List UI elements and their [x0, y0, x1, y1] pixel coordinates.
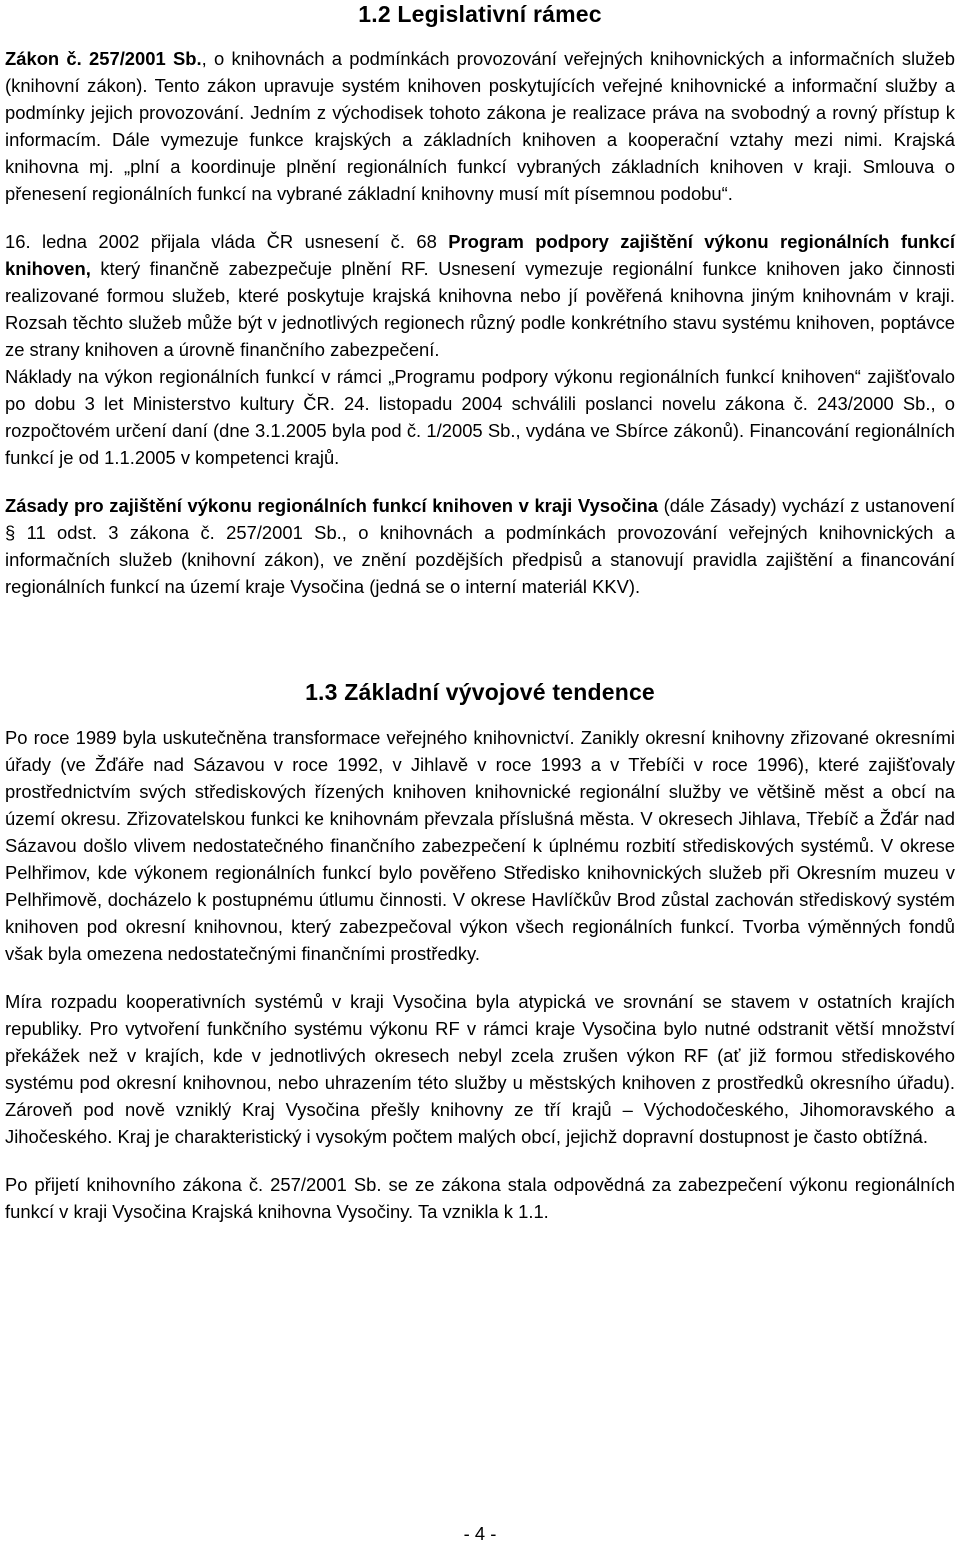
principles-text: (dále Zásady) vychází z ustanovení § 11 odst. 3 zákona č. 257/2001 Sb., o knihovnách a podmínkách provozování veřejných knihovnických a informačních služeb (knihovní zákon), ve znění pozdějších předpisů a stanovují pravidla zajištění a financování regionálních funkcí na území kraje Vysočina (jedná se o interní materiál KKV). — [5, 495, 955, 597]
paragraph-library-act — [5, 45, 955, 207]
resolution-intro: 16. ledna 2002 přijala vláda ČR usnesení č. 68 — [5, 231, 449, 252]
paragraph-government-resolution — [5, 228, 955, 363]
paragraph-cooperative-systems: Míra rozpadu kooperativních systémů v kraji Vysočina byla atypická ve srovnání se stavem v ostatních krajích republiky. Pro vytvoření funkčního systému výkonu RF v rámci kraje Vysočina bylo nutné odstranit větší množství překážek než v krajích, kde v jednotlivých okresech nebyl zcela zrušen výkon RF (ať již formou střediskového systému pod okresní knihovnou, nebo uhrazením této služby u městských knihoven z prostředků okresního úřadu). Zároveň pod nově vzniklý Kraj Vysočina přešly knihovny ze tří krajů – Východočeského, Jihomoravského a Jihočeského. Kraj je charakteristický i vysokým počtem malých obcí, jejichž dopravní dostupnost je často obtížná. — [5, 991, 955, 1147]
document-page — [5, 0, 955, 1225]
library-act-title: Zákon č. 257/2001 Sb. — [5, 48, 202, 69]
page-number: - 4 - — [463, 1523, 497, 1544]
paragraph-transformation: Po roce 1989 byla uskutečněna transformace veřejného knihovnictví. Zanikly okresní knihovny zřizované okresními úřady (ve Žďáře nad Sázavou v roce 1992, v Jihlavě v roce 1993 a v Třebíči v roce 1996), které zajišťovaly prostřednictvím svých střediskových řízených knihoven knihovnické regionální služby ve většině měst a obcí na území okresu. Zřizovatelskou funkci ke knihovnám převzala příslušná města. V okresech Jihlava, Třebíč a Žďár nad Sázavou došlo vlivem nedostatečného finančního zabezpečení k úplnému rozbití střediskových systémů. V okrese Pelhřimov, kde výkonem regionálních funkcí bylo pověřeno Středisko knihovnických služeb při Okresním muzeu v Pelhřimově, docházelo k postupnému útlumu činnosti. V okrese Havlíčkův Brod zůstal zachován střediskový systém knihoven pod okresní knihovnou, který zabezpečoval výkon všech regionálních funkcí. Tvorba výměnných fondů však byla omezena nedostatečnými finančními prostředky. — [5, 727, 955, 964]
resolution-text: který finančně zabezpečuje plnění RF. Usnesení vymezuje regionální funkce knihoven jako činnosti realizované formou služeb, které poskytuje krajská knihovna nebo jí pověřená knihovna jiným knihovnám v kraji. Rozsah těchto služeb může být v jednotlivých regionech různý podle konkrétního stavu systému knihoven, poptávce ze strany knihoven a úrovně finančního zabezpečení. — [5, 258, 955, 360]
program-title: Program podpory zajištění výkonu regionálních funkcí knihoven, — [5, 231, 955, 279]
principles-title: Zásady pro zajištění výkonu regionálních funkcí knihoven v kraji Vysočina — [5, 495, 658, 516]
library-act-text: , o knihovnách a podmínkách provozování veřejných knihovnických a informačních služeb (knihovní zákon). Tento zákon upravuje systém knihoven poskytujících veřejné knihovnické a informační služby a podmínky jejich provozování. Jedním z východisek tohoto zákona je realizace práva na svobodný a rovný přístup k informacím. Dále vymezuje funkce krajských a základních knihoven a kooperační vztahy mezi nimi. Krajská knihovna mj. „plní a koordinuje plnění regionálních funkcí vybraných základních knihoven v kraji. Smlouva o přenesení regionálních funkcí na vybrané základní knihovny musí mít písemnou podobu“. — [5, 48, 956, 204]
paragraph-after-act: Po přijetí knihovního zákona č. 257/2001 Sb. se ze zákona stala odpovědná za zabezpečení výkonu regionálních funkcí v kraji Vysočina Krajská knihovna Vysočiny. Ta vznikla k 1.1. — [5, 1174, 955, 1222]
section-heading-1-2: 1.2 Legislativní rámec — [358, 1, 602, 27]
paragraph-costs: Náklady na výkon regionálních funkcí v rámci „Programu podpory výkonu regionálních funkcí knihoven“ zajišťovalo po dobu 3 let Ministerstvo kultury ČR. 24. listopadu 2004 schválili poslanci novelu zákona č. 243/2000 Sb., o rozpočtovém určení daní (dne 3.1.2005 byla pod č. 1/2005 Sb., vydána ve Sbírce zákonů). Financování regionálních funkcí je od 1.1.2005 v kompetenci krajů. — [5, 366, 955, 468]
section-heading-1-3: 1.3 Základní vývojové tendence — [305, 679, 655, 705]
paragraph-principles — [5, 492, 955, 600]
